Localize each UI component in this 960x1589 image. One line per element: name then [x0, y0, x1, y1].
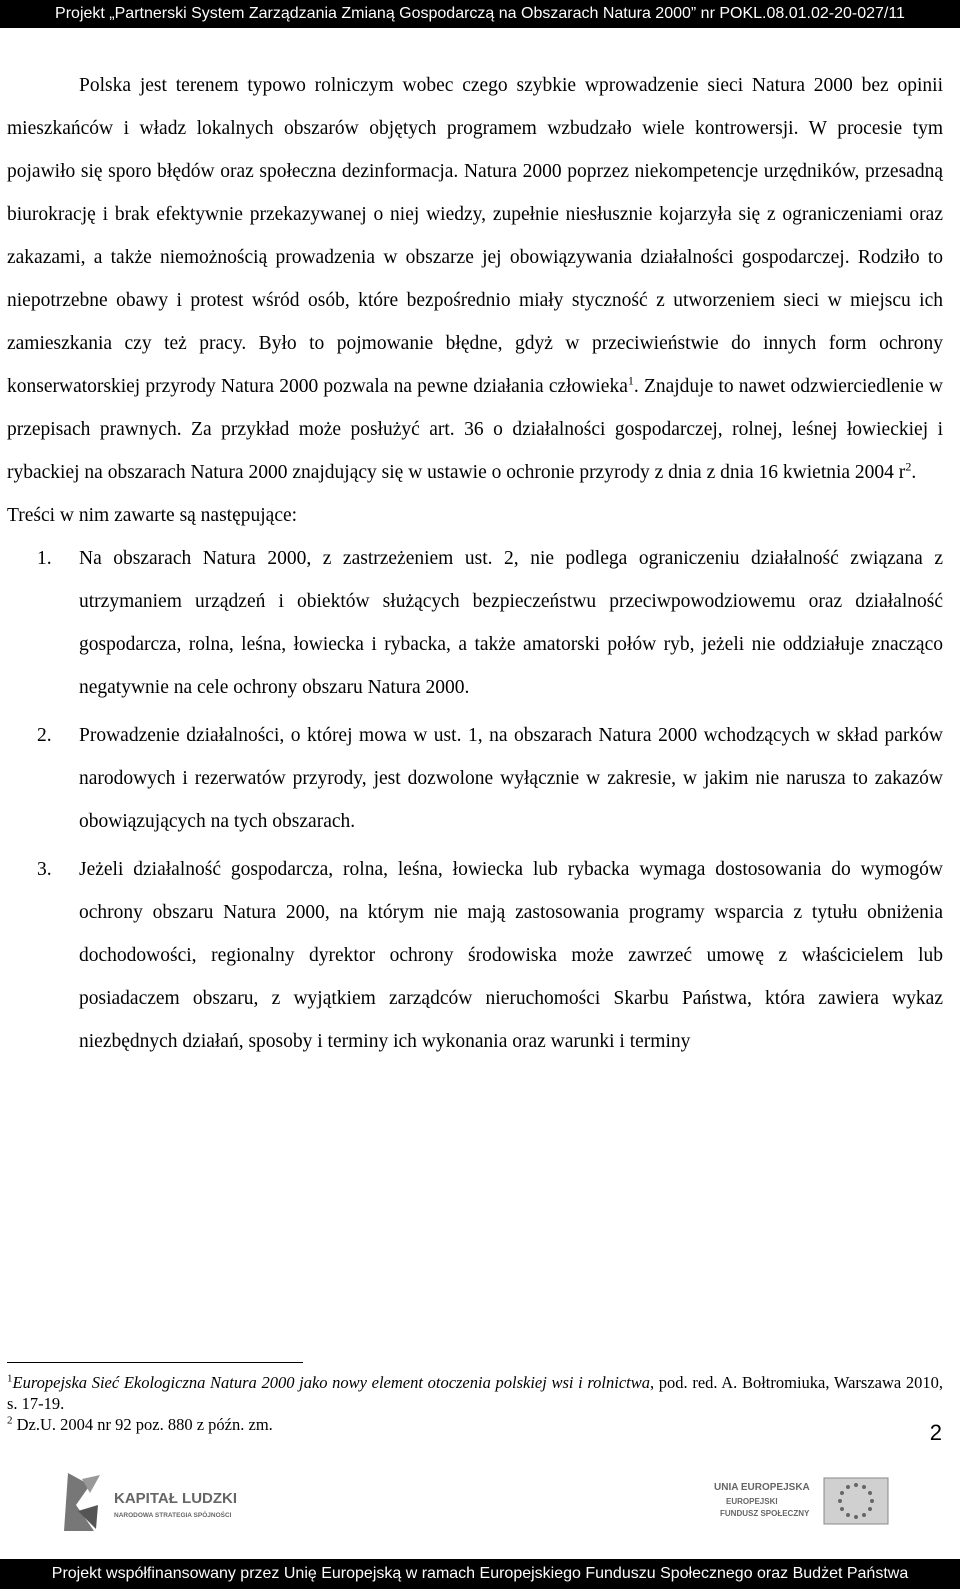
eu-flag-icon — [824, 1478, 888, 1524]
footnote-ref-2[interactable]: 2 — [905, 459, 912, 474]
list-item-number: 1. — [37, 548, 52, 569]
page-header: Projekt „Partnerski System Zarządzania Zmianą Gospodarczą na Obszarach Natura 2000” nr POKL.08.01.02-20-027/11 — [0, 0, 960, 28]
footnote-text: Dz.U. 2004 nr 92 poz. 880 z późn. zm. — [12, 1415, 273, 1434]
list-item-text: Prowadzenie działalności, o której mowa w ust. 1, na obszarach Natura 2000 wchodzących w skład parków narodowych i rezerwatów przyrody, jest dozwolone wyłącznie w zakresie, w jakim nie narusza to zakazów obowiązujących na tych obszarach. — [79, 725, 943, 832]
document-body — [7, 64, 943, 1068]
footnote-text: , pod. red. A. Bołtromiuka, Warszawa 2010, s. 17-19. — [7, 1373, 943, 1413]
paragraph-1-text-a: Polska jest terenem typowo rolniczym wobec czego szybkie wprowadzenie sieci Natura 2000 bez opinii mieszkańców i władz lokalnych obszarów objętych programem wzbudzało wiele kontrowersji. W procesie tym pojawiło się sporo błędów oraz społeczna dezinformacja. Natura 2000 poprzez niekompetencje urzędników, przesadną biurokrację i brak efektywnie przekazywanej o niej wiedzy, zupełnie niesłusznie kojarzyła się z ograniczeniami oraz zakazami, a także niemożnością prowadzenia w obszarze jej obowiązywania działalności gospodarczej. Rodziło to niepotrzebne obawy i protest wśród osób, które bezpośrednio miały styczność z utworzeniem sieci w miejscu ich zamieszkania czy też pracy. Było to pojmowanie błędne, gdyż w przeciwieństwie do innych form ochrony konserwatorskiej przyrody Natura 2000 pozwala na pewne działania człowieka — [7, 75, 943, 397]
eu-social-fund-logo — [712, 1470, 892, 1540]
footnotes — [7, 1372, 943, 1435]
logo-kl-title: KAPITAŁ LUDZKI — [114, 1490, 238, 1507]
footnote-2 — [7, 1414, 943, 1435]
page-footer: Projekt współfinansowany przez Unię Europejską w ramach Europejskiego Funduszu Społecznego oraz Budżet Państwa — [0, 1559, 960, 1589]
footnote-number: 2 — [7, 1414, 13, 1427]
logo-ue-line3: FUNDUSZ SPOŁECZNY — [720, 1509, 810, 1518]
footnote-number: 1 — [7, 1372, 13, 1385]
footnote-ref-1[interactable]: 1 — [627, 373, 634, 388]
page-number: 2 — [929, 1420, 942, 1445]
logo-ue-title: UNIA EUROPEJSKA — [714, 1482, 810, 1493]
list-item — [37, 848, 943, 1063]
paragraph-1-text-c: . — [911, 462, 917, 483]
footnote-separator — [7, 1362, 303, 1363]
kapital-ludzki-emblem-icon — [64, 1473, 100, 1531]
kapital-ludzki-logo — [60, 1471, 250, 1535]
numbered-list — [7, 537, 943, 1063]
footnote-1 — [7, 1372, 943, 1414]
list-item-text: Na obszarach Natura 2000, z zastrzeżeniem ust. 2, nie podlega ograniczeniu działalność związana z utrzymaniem urządzeń i obiektów służących bezpieczeństwu przeciwpowodziowemu oraz działalność gospodarcza, rolna, leśna, łowiecka i rybacka, a także amatorski połów ryb, jeżeli nie oddziałuje znacząco negatywnie na cele ochrony obszaru Natura 2000. — [79, 548, 943, 698]
footnote-title: Europejska Sieć Ekologiczna Natura 2000 jako nowy element otoczenia polskiej wsi i rolnictwa — [12, 1373, 651, 1392]
list-item-text: Jeżeli działalność gospodarcza, rolna, leśna, łowiecka lub rybacka wymaga dostosowania do wymogów ochrony obszaru Natura 2000, na którym nie mają zastosowania programy wsparcia z tytułu obniżenia dochodowości, regionalny dyrektor ochrony środowiska może zawrzeć umowę z właścicielem lub posiadaczem obszaru, z wyjątkiem zarządców nieruchomości Skarbu Państwa, która zawiera wykaz niezbędnych działań, sposoby i terminy ich wykonania oraz warunki i terminy — [79, 859, 943, 1052]
logo-kl-subtitle: NARODOWA STRATEGIA SPÓJNOŚCI — [114, 1512, 232, 1519]
list-item-number: 2. — [37, 725, 52, 746]
paragraph-1-text-b: . Znajduje to nawet odzwierciedlenie w przepisach prawnych. Za przykład może posłużyć art. 36 o działalności gospodarczej, rolnej, leśnej łowieckiej i rybackiej na obszarach Natura 2000 znajdujący się w ustawie o ochronie przyrody z dnia z dnia 16 kwietnia 2004 r — [7, 376, 943, 483]
list-item — [37, 714, 943, 843]
list-item-number: 3. — [37, 859, 52, 880]
paragraph-2: Treści w nim zawarte są następujące: — [7, 505, 298, 526]
logo-ue-line2: EUROPEJSKI — [726, 1497, 778, 1506]
list-item — [37, 537, 943, 709]
paragraph-1 — [7, 64, 943, 494]
